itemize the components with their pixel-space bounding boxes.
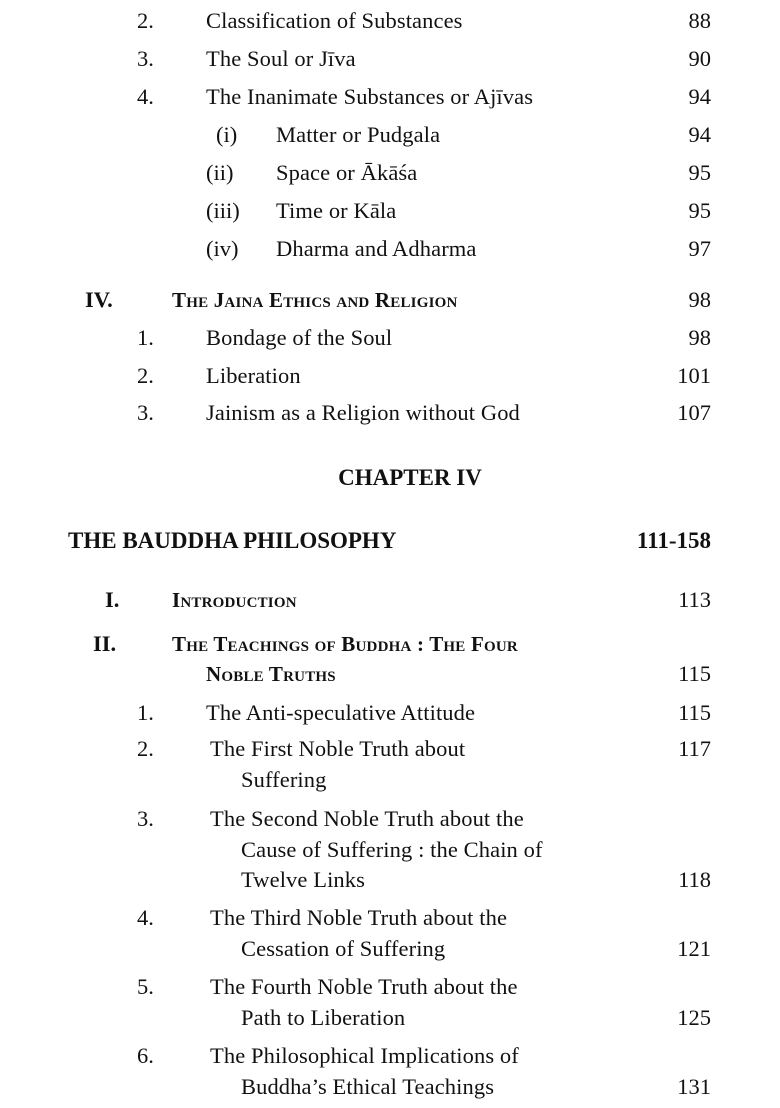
entry-page: 101 xyxy=(677,363,711,388)
section-title: The Teachings of Buddha : The Four xyxy=(172,632,518,656)
entry-title: Bondage of the Soul xyxy=(206,325,393,350)
section-page: 113 xyxy=(678,587,711,612)
entry-title: The Anti-speculative Attitude xyxy=(206,700,476,725)
subentry-number: (i) xyxy=(216,122,238,147)
entry-title-continued: Suffering xyxy=(241,767,327,792)
chapter-pages: 111-158 xyxy=(636,528,711,553)
entry-number: 1. xyxy=(137,325,154,350)
entry-number: 2. xyxy=(137,8,154,33)
entry-title: The Soul or Jīva xyxy=(206,46,356,71)
entry-page: 98 xyxy=(688,325,711,350)
subentry-title: Time or Kāla xyxy=(276,198,397,223)
entry-title: The Second Noble Truth about the xyxy=(210,806,524,831)
entry-title: Classification of Substances xyxy=(206,8,463,33)
subentry-number: (ii) xyxy=(206,160,234,185)
subentry-page: 95 xyxy=(688,198,711,223)
entry-page: 90 xyxy=(688,46,711,71)
entry-title: The Inanimate Substances or Ajīvas xyxy=(206,84,534,109)
subentry-title: Dharma and Adharma xyxy=(276,236,477,261)
section-title-continued: Noble Truths xyxy=(206,662,336,686)
entry-number: 5. xyxy=(137,974,154,999)
entry-page: 107 xyxy=(677,400,711,425)
entry-number: 6. xyxy=(137,1043,154,1068)
section-page: 98 xyxy=(688,287,711,312)
subentry-page: 95 xyxy=(688,160,711,185)
entry-title-continued: Cause of Suffering : the Chain of xyxy=(241,837,543,862)
section-number: I. xyxy=(105,587,120,612)
entry-number: 1. xyxy=(137,700,154,725)
chapter-title: THE BAUDDHA PHILOSOPHY xyxy=(68,528,397,553)
entry-title-continued: Buddha’s Ethical Teachings xyxy=(241,1074,495,1099)
subentry-page: 94 xyxy=(688,122,711,147)
subentry-title: Matter or Pudgala xyxy=(276,122,441,147)
entry-page: 94 xyxy=(688,84,711,109)
entry-page: 118 xyxy=(678,867,711,892)
entry-number: 3. xyxy=(137,806,154,831)
subentry-title: Space or Ākāśa xyxy=(276,160,418,185)
section-number: II. xyxy=(93,631,117,656)
entry-title: The Third Noble Truth about the xyxy=(210,905,508,930)
entry-number: 2. xyxy=(137,363,154,388)
entry-title: The First Noble Truth about xyxy=(210,736,466,761)
entry-number: 4. xyxy=(137,84,154,109)
section-title: The Jaina Ethics and Religion xyxy=(172,288,458,312)
entry-number: 4. xyxy=(137,905,154,930)
entry-page: 117 xyxy=(678,736,711,761)
subentry-page: 97 xyxy=(688,236,711,261)
chapter-label: CHAPTER IV xyxy=(338,465,482,490)
entry-page: 88 xyxy=(688,8,711,33)
section-page: 115 xyxy=(678,661,711,686)
entry-title: The Philosophical Implications of xyxy=(210,1043,519,1068)
entry-title-continued: Path to Liberation xyxy=(241,1005,406,1030)
entry-page: 131 xyxy=(677,1074,711,1099)
entry-number: 3. xyxy=(137,400,154,425)
entry-number: 2. xyxy=(137,736,154,761)
entry-number: 3. xyxy=(137,46,154,71)
entry-title: Liberation xyxy=(206,363,301,388)
section-title: Introduction xyxy=(172,588,297,612)
entry-page: 121 xyxy=(677,936,711,961)
entry-title: Jainism as a Religion without God xyxy=(206,400,520,425)
entry-page: 125 xyxy=(677,1005,711,1030)
subentry-number: (iv) xyxy=(206,236,239,261)
section-number: IV. xyxy=(85,287,113,312)
entry-title: The Fourth Noble Truth about the xyxy=(210,974,518,999)
subentry-number: (iii) xyxy=(206,198,240,223)
entry-page: 115 xyxy=(678,700,711,725)
entry-title-continued: Cessation of Suffering xyxy=(241,936,446,961)
entry-title-continued: Twelve Links xyxy=(241,867,365,892)
